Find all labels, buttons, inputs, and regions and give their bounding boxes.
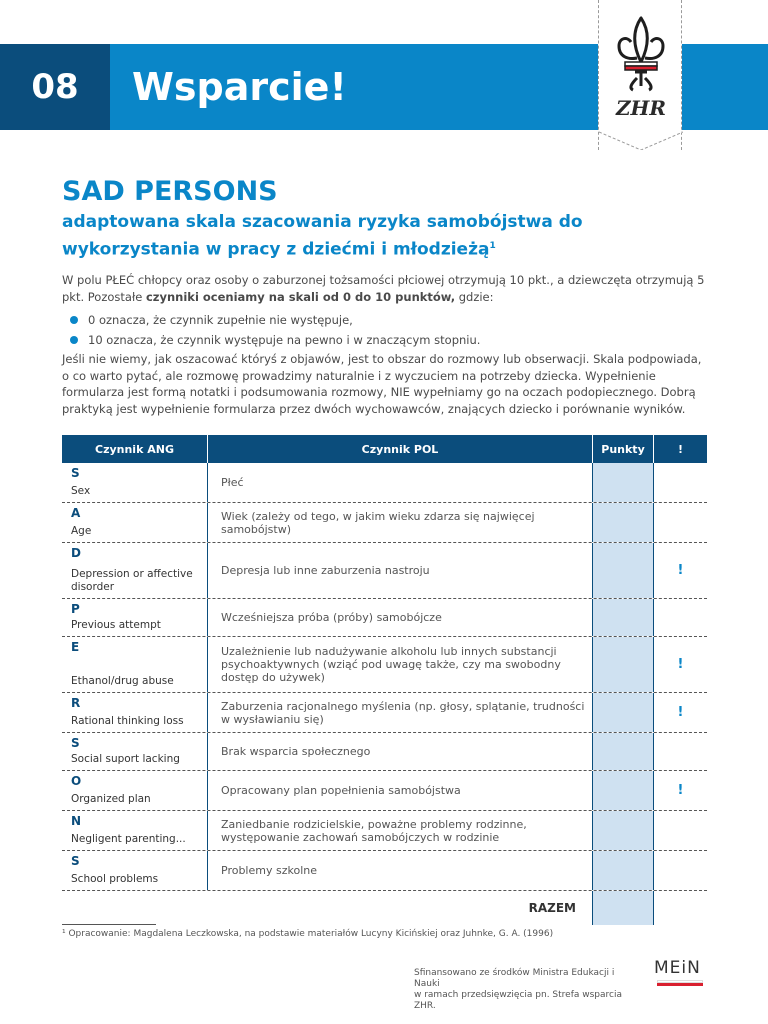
intro-text-a: W polu PŁEĆ chłopcy oraz osoby o zaburzonej tożsamości płciowej otrzymują 10 pkt., a dziewczęta otrzymują 5 pkt. Pozostałe: [62, 273, 705, 304]
fleur-de-lis-icon: [599, 0, 683, 150]
header-points: Punkty: [593, 435, 654, 463]
factor-ang-cell: [62, 637, 208, 692]
warning-flag: !: [677, 705, 684, 720]
factor-ang-cell: [62, 599, 208, 636]
factor-english: School problems: [71, 873, 159, 885]
points-cell[interactable]: [593, 733, 654, 770]
warning-flag: !: [677, 783, 684, 798]
factor-polish: Uzależnienie lub nadużywanie alkoholu lub innych substancji psychoaktywnych (wziąć pod uwagę także, czy ma swobodny dostęp do używek): [208, 637, 593, 692]
table-row: [62, 599, 707, 637]
footnote-divider: [62, 924, 156, 925]
bullet-list: [70, 310, 480, 350]
points-cell[interactable]: [593, 693, 654, 732]
points-cell[interactable]: [593, 463, 654, 502]
funding-line-1: Sfinansowano ze środków Ministra Edukacji i Nauki: [414, 968, 615, 989]
factor-ang-cell: [62, 851, 208, 890]
factor-letter: S: [71, 854, 80, 868]
factor-letter: O: [71, 774, 82, 788]
total-label: RAZEM: [62, 891, 593, 925]
factor-polish: Wiek (zależy od tego, w jakim wieku zdarza się najwięcej samobójstw): [208, 503, 593, 542]
list-item: 0 oznacza, że czynnik zupełnie nie występuje,: [70, 310, 480, 330]
intro-text-c: gdzie:: [455, 289, 494, 304]
intro-text-bold: czynniki oceniamy na skali od 0 do 10 punktów,: [145, 289, 456, 304]
page-title: SAD PERSONS: [62, 176, 278, 207]
factor-polish: Brak wsparcia społecznego: [208, 733, 593, 770]
factor-ang-cell: [62, 503, 208, 542]
factor-english: Age: [71, 525, 92, 537]
zhr-logo-text: ZHR: [615, 96, 667, 120]
table-row: [62, 851, 707, 891]
header-ang: Czynnik ANG: [62, 435, 208, 463]
factor-ang-cell: [62, 733, 208, 770]
table-row: [62, 637, 707, 693]
warning-flag: !: [677, 657, 684, 672]
factor-ang-cell: [62, 771, 208, 810]
guidance-paragraph: Jeśli nie wiemy, jak oszacować któryś z objawów, jest to obszar do rozmowy lub obserwacji. Skala podpowiada, o co warto pytać, ale rozmowę prowadzimy naturalnie i z wyczuciem na potrzeby dziecka. Wypełnienie formularza jest formą notatki i podsumowania rozmowy, NIE wypełniamy go na oczach podopiecznego. Dobrą praktyką jest wypełnienie formularza przez dwóch wychowawców, znających dziecko i porównanie wyników.: [62, 352, 702, 416]
list-item: 10 oznacza, że czynnik występuje na pewno i w znaczącym stopniu.: [70, 330, 480, 350]
factor-polish: Depresja lub inne zaburzenia nastroju: [208, 543, 593, 598]
factor-ang-cell: [62, 693, 208, 732]
factor-letter: A: [71, 506, 81, 520]
factor-english: Organized plan: [71, 793, 151, 805]
sad-persons-table: [62, 435, 707, 925]
warning-flag: [654, 811, 707, 850]
total-row: [62, 891, 707, 925]
table-row: [62, 693, 707, 733]
table-row: [62, 463, 707, 503]
points-cell[interactable]: [593, 503, 654, 542]
table-row: [62, 771, 707, 811]
flag-icon: [657, 980, 703, 986]
table-row: [62, 733, 707, 771]
factor-polish: Opracowany plan popełnienia samobójstwa: [208, 771, 593, 810]
factor-letter: N: [71, 814, 82, 828]
zhr-badge: [598, 0, 682, 150]
page-subtitle: [62, 210, 702, 262]
factor-letter: R: [71, 696, 81, 710]
factor-english: Rational thinking loss: [71, 715, 184, 727]
factor-english: Ethanol/drug abuse: [71, 675, 174, 687]
points-cell[interactable]: [593, 599, 654, 636]
factor-letter: P: [71, 602, 80, 616]
footnote: ¹ Opracowanie: Magdalena Leczkowska, na podstawie materiałów Lucyny Kicińskiej oraz Juhnke, G. A. (1996): [62, 929, 554, 939]
factor-english: Social suport lacking: [71, 753, 180, 765]
points-cell[interactable]: [593, 811, 654, 850]
factor-polish: Wcześniejsza próba (próby) samobójcze: [208, 599, 593, 636]
factor-english: Sex: [71, 485, 91, 497]
footnote-mark: 1: [489, 241, 496, 251]
factor-letter: E: [71, 640, 80, 654]
warning-flag: [654, 503, 707, 542]
factor-letter: D: [71, 546, 81, 560]
warning-flag: [654, 851, 707, 890]
factor-ang-cell: [62, 543, 208, 598]
factor-english: Depression or affective disorder: [71, 568, 193, 593]
table-row: [62, 811, 707, 851]
warning-flag: [654, 463, 707, 502]
factor-english: Negligent parenting...: [71, 833, 186, 845]
funding-note: [414, 968, 638, 1012]
points-cell[interactable]: [593, 851, 654, 890]
total-points-cell[interactable]: [593, 891, 654, 925]
chapter-title: Wsparcie!: [132, 65, 347, 109]
factor-english: Previous attempt: [71, 619, 161, 631]
table-header: [62, 435, 707, 463]
mein-logo: MEiN: [654, 958, 701, 978]
factor-letter: S: [71, 736, 80, 750]
warning-flag: !: [677, 563, 684, 578]
points-cell[interactable]: [593, 771, 654, 810]
warning-flag: [654, 599, 707, 636]
points-cell[interactable]: [593, 637, 654, 692]
factor-polish: Zaniedbanie rodzicielskie, poważne problemy rodzinne, występowanie zachowań samobójczych w rodzinie: [208, 811, 593, 850]
factor-polish: Płeć: [208, 463, 593, 502]
factor-letter: S: [71, 466, 80, 480]
intro-paragraph: [62, 272, 708, 305]
header-pol: Czynnik POL: [208, 435, 593, 463]
subtitle-text: adaptowana skala szacowania ryzyka samobójstwa do wykorzystania w pracy z dziećmi i młodzieżą: [62, 212, 583, 260]
table-row: [62, 503, 707, 543]
warning-flag: [654, 733, 707, 770]
header-flag: !: [677, 442, 684, 456]
funding-line-2: w ramach przedsięwzięcia pn. Strefa wsparcia ZHR.: [414, 990, 623, 1011]
factor-ang-cell: [62, 463, 208, 502]
factor-polish: Problemy szkolne: [208, 851, 593, 890]
table-row: [62, 543, 707, 599]
chapter-number: 08: [31, 67, 79, 107]
factor-polish: Zaburzenia racjonalnego myślenia (np. głosy, splątanie, trudności w wysławianiu się): [208, 693, 593, 732]
points-cell[interactable]: [593, 543, 654, 598]
factor-ang-cell: [62, 811, 208, 850]
